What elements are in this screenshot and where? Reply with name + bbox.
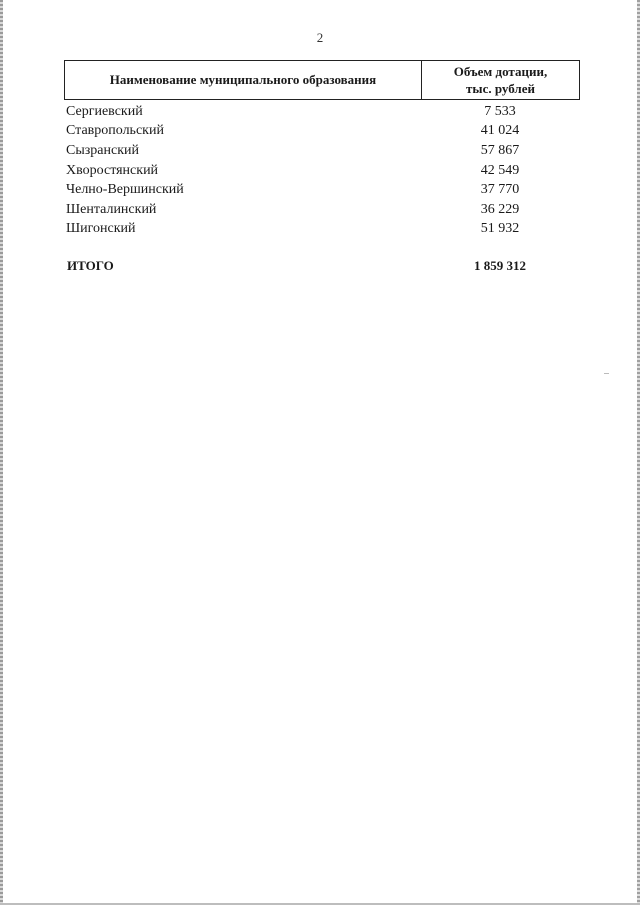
total-label: ИТОГО: [67, 258, 114, 273]
municipality-name: Челно-Вершинский: [66, 182, 184, 198]
municipality-name: Сергиевский: [66, 103, 143, 119]
scan-edge-left: [0, 0, 3, 905]
scan-speck: [604, 373, 609, 374]
subsidy-value: 7 533: [484, 103, 516, 119]
municipality-name: Шигонский: [66, 221, 136, 237]
municipality-name: Шенталинский: [66, 201, 157, 217]
header-name-column: Наименование муниципального образования: [65, 61, 422, 99]
table-body: [64, 102, 580, 239]
total-value: 1 859 312: [474, 258, 526, 273]
header-amount-line1: Объем дотации,: [453, 64, 548, 79]
municipality-name: Хворостянский: [66, 162, 159, 178]
table-row: [64, 122, 580, 142]
subsidy-value: 42 549: [480, 162, 520, 178]
header-amount-column: [422, 61, 579, 99]
subsidy-value: 37 770: [480, 182, 520, 198]
table-row: [64, 161, 580, 181]
header-amount-line2: тыс. рублей: [466, 81, 535, 96]
table-row: [64, 200, 580, 220]
table-row: [64, 220, 580, 240]
subsidy-value: 57 867: [480, 142, 520, 158]
municipality-name: Сызранский: [66, 142, 139, 158]
municipality-name: Ставропольский: [66, 123, 164, 139]
subsidy-value: 36 229: [480, 201, 520, 217]
subsidy-value: 51 932: [480, 221, 520, 237]
table-row: [64, 102, 580, 122]
table-row: [64, 141, 580, 161]
total-row: [64, 258, 580, 274]
page-number: 2: [316, 30, 324, 45]
table-header: [64, 60, 580, 100]
subsidy-value: 41 024: [480, 123, 520, 139]
table-row: [64, 180, 580, 200]
